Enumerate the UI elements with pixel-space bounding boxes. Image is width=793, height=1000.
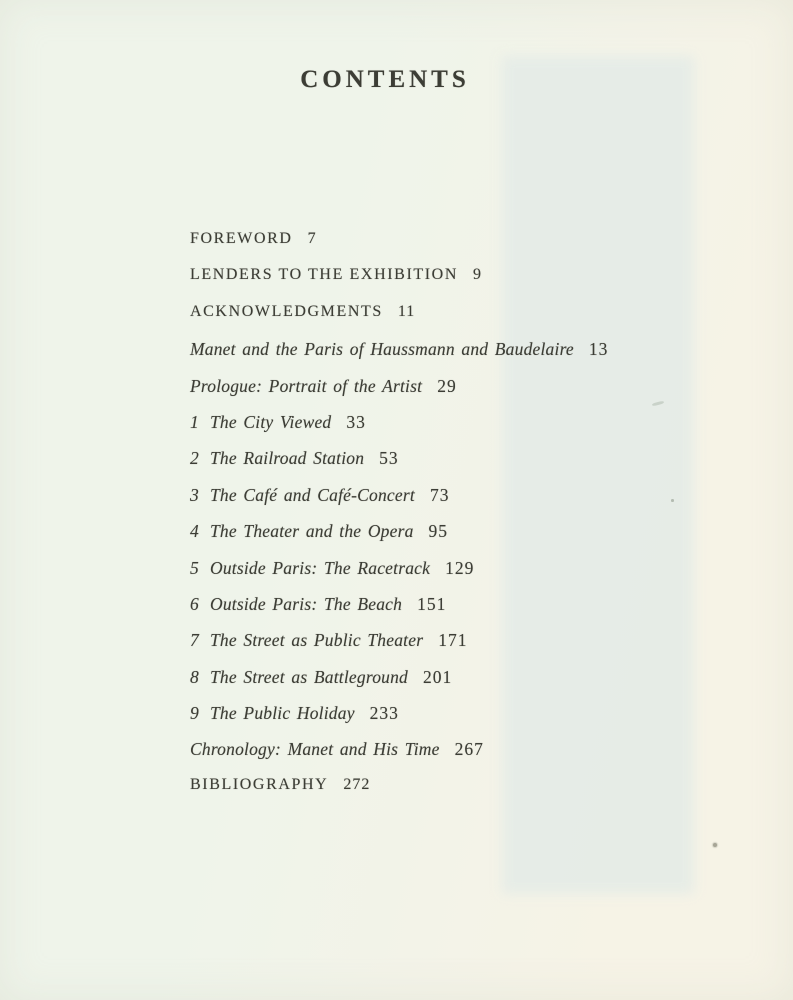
toc-entry-page-number: 201: [423, 666, 453, 687]
scan-speck: [671, 499, 674, 502]
toc-entry-page-number: 267: [454, 739, 484, 760]
toc-entry-label: Prologue: Portrait of the Artist: [190, 375, 423, 396]
table-of-contents: [190, 230, 670, 812]
toc-entry-label: Manet and the Paris of Haussmann and Baudelaire: [190, 339, 574, 360]
toc-entry-number: 2: [190, 448, 199, 469]
toc-entry: [190, 703, 670, 739]
toc-entry-number: 5: [190, 557, 199, 578]
toc-entry: [190, 558, 670, 594]
toc-entry-number: 3: [190, 484, 199, 505]
toc-entry: [190, 594, 670, 630]
scan-speck: [713, 843, 717, 847]
toc-entry: [190, 667, 670, 703]
toc-entry-label: The Café and Café-Concert: [210, 484, 415, 505]
toc-entry-label: The Railroad Station: [210, 448, 365, 469]
toc-entry: [190, 776, 670, 812]
toc-entry-page-number: 151: [417, 593, 447, 614]
toc-entry-page-number: 129: [445, 557, 475, 578]
toc-entry-page-number: 13: [588, 339, 609, 360]
toc-entry-page-number: 53: [379, 448, 399, 469]
toc-entry-label: LENDERS TO THE EXHIBITION: [190, 266, 458, 284]
toc-entry: [190, 485, 670, 521]
toc-entry-page-number: 233: [369, 703, 399, 724]
toc-entry: [190, 376, 670, 412]
toc-entry-label: BIBLIOGRAPHY: [190, 775, 329, 793]
toc-entry-label: Outside Paris: The Beach: [210, 593, 403, 614]
toc-entry: [190, 230, 670, 266]
toc-entry-page-number: 73: [429, 484, 450, 505]
toc-entry: [190, 303, 670, 339]
toc-entry: [190, 448, 670, 484]
toc-entry-number: 7: [190, 630, 199, 651]
toc-entry-page-number: 29: [437, 375, 457, 396]
toc-entry-label: ACKNOWLEDGMENTS: [190, 302, 383, 320]
toc-entry-label: The Street as Public Theater: [210, 630, 424, 651]
toc-entry-number: 6: [190, 593, 199, 614]
toc-entry-label: FOREWORD: [190, 230, 293, 247]
toc-entry-label: Chronology: Manet and His Time: [190, 739, 440, 760]
toc-entry-label: The Public Holiday: [210, 703, 355, 724]
toc-entry-number: 1: [190, 411, 199, 432]
toc-entry: [190, 339, 670, 375]
toc-entry-page-number: 7: [307, 230, 317, 247]
toc-entry-page-number: 33: [346, 411, 366, 432]
toc-entry: [190, 630, 670, 666]
toc-entry-page-number: 95: [428, 521, 449, 542]
toc-entry-number: 9: [190, 703, 199, 724]
toc-entry-number: 4: [190, 521, 199, 542]
toc-entry-label: The City Viewed: [210, 411, 332, 432]
toc-entry-page-number: 11: [397, 302, 416, 320]
toc-entry-label: The Street as Battleground: [210, 666, 409, 687]
toc-entry: [190, 412, 670, 448]
toc-entry-page-number: 272: [343, 775, 371, 793]
toc-entry: [190, 266, 670, 302]
toc-entry-page-number: 9: [472, 266, 482, 284]
toc-entry-page-number: 171: [438, 630, 468, 651]
toc-entry-number: 8: [190, 666, 199, 687]
toc-entry: [190, 521, 670, 557]
page-title: CONTENTS: [300, 65, 470, 93]
toc-entry-label: Outside Paris: The Racetrack: [210, 557, 431, 578]
toc-entry-label: The Theater and the Opera: [210, 521, 414, 542]
toc-entry: [190, 739, 670, 775]
